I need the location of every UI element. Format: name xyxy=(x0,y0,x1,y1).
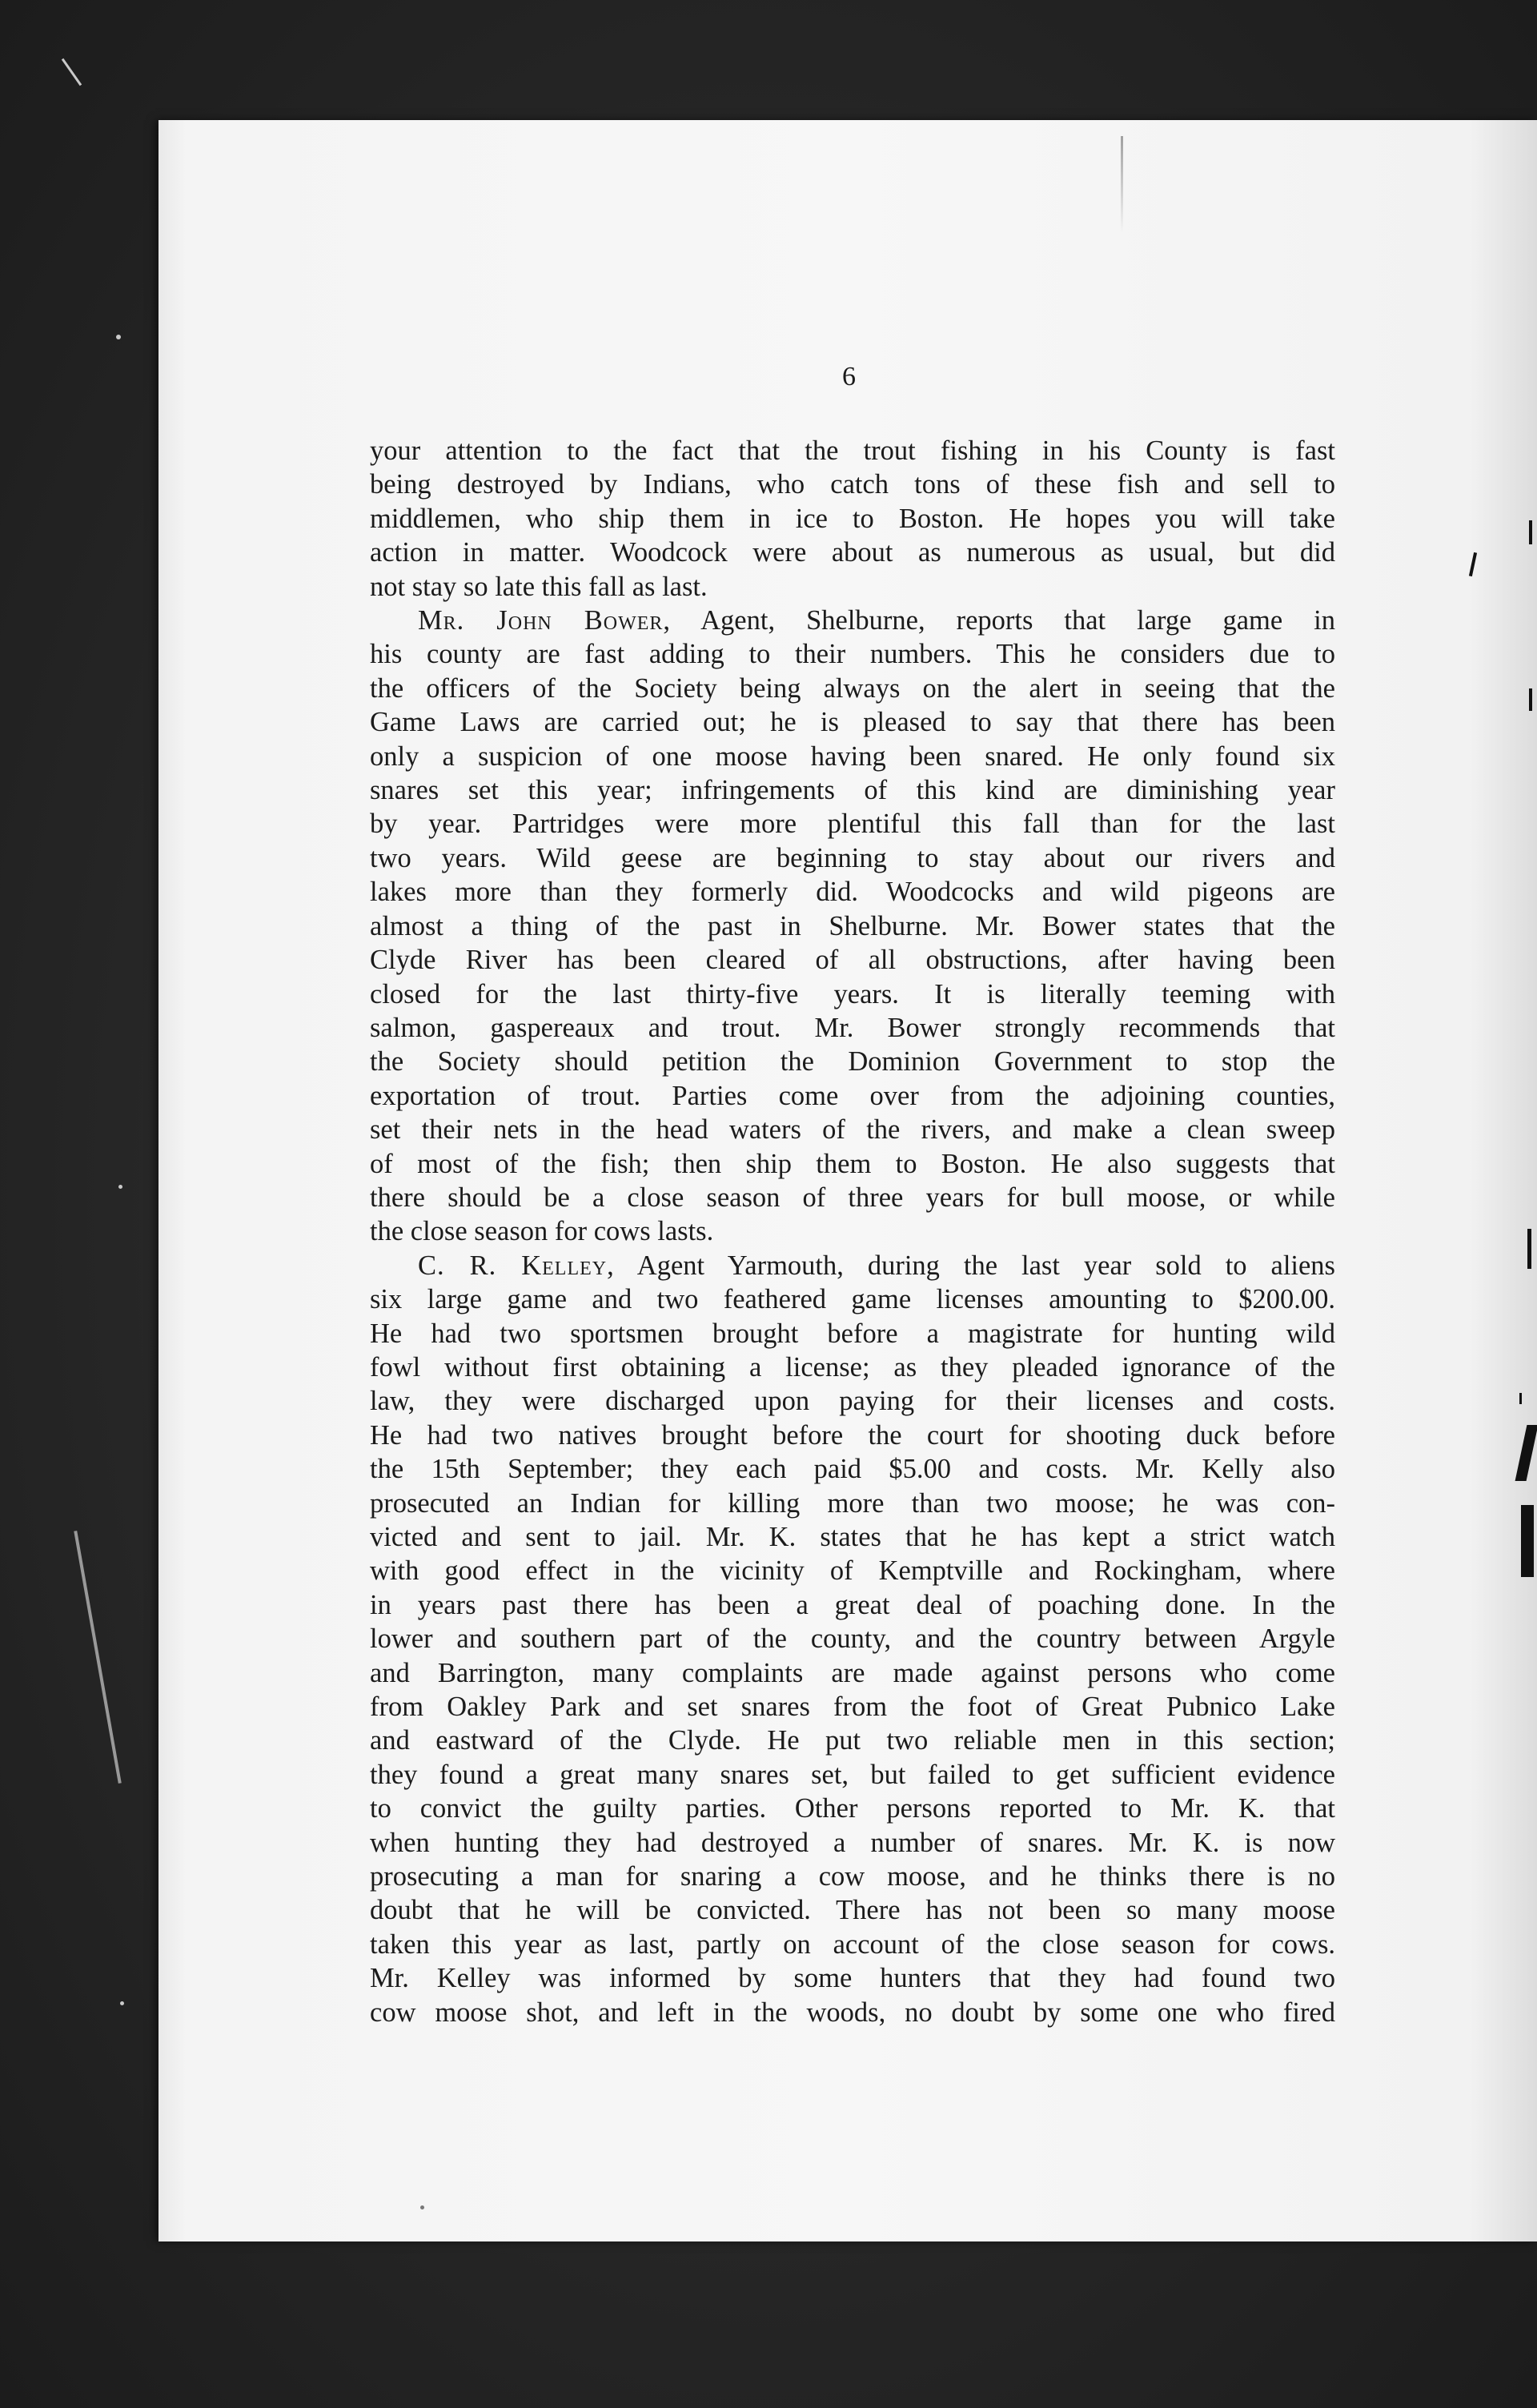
text-line: and Barrington, many complaints are made against persons who come xyxy=(370,1657,1335,1688)
paragraph-2 xyxy=(370,604,1335,1249)
paragraph-3 xyxy=(370,1249,1335,2029)
text-line xyxy=(370,1249,1335,1282)
text-line: being destroyed by Indians, who catch tons of these fish and sell to xyxy=(370,469,1335,500)
text-line: by year. Partridges were more plentiful this fall than for the last xyxy=(370,809,1335,840)
margin-mark xyxy=(1527,1229,1531,1269)
text-line xyxy=(370,604,1335,637)
text-line: with good effect in the vicinity of Kemptville and Rockingham, where xyxy=(370,1555,1335,1587)
text-line: prosecuting a man for snaring a cow moose, and he thinks there is no xyxy=(370,1861,1335,1892)
text-line: from Oakley Park and set snares from the foot of Great Pubnico Lake xyxy=(370,1692,1335,1723)
paragraph-1 xyxy=(370,434,1335,604)
margin-mark xyxy=(1519,1393,1522,1404)
text-line: set their nets in the head waters of the rivers, and make a clean sweep xyxy=(370,1114,1335,1146)
text-line: victed and sent to jail. Mr. K. states that he has kept a strict watch xyxy=(370,1522,1335,1552)
text-line: the Society should petition the Dominion Government to stop the xyxy=(370,1046,1335,1078)
text-line: to convict the guilty parties. Other persons reported to Mr. K. that xyxy=(370,1793,1335,1824)
text-line: two years. Wild geese are beginning to stay about our rivers and xyxy=(370,842,1335,873)
scan-speck xyxy=(116,335,121,339)
text-line: only a suspicion of one moose having been snared. He only found six xyxy=(370,740,1335,772)
margin-mark xyxy=(1529,688,1532,711)
speaker-name: C. R. Kelley, xyxy=(418,1250,615,1281)
paper-crease xyxy=(1121,136,1123,232)
scan-speck xyxy=(118,1185,122,1189)
text-line: law, they were discharged upon paying for their licenses and costs. xyxy=(370,1386,1335,1417)
text-line: closed for the last thirty-five years. It is literally teeming with xyxy=(370,978,1335,1009)
text-line: Mr. Kelley was informed by some hunters that they had found two xyxy=(370,1963,1335,1994)
text-line: they found a great many snares set, but failed to get sufficient evidence xyxy=(370,1759,1335,1790)
text-line: snares set this year; infringements of this kind are diminishing year xyxy=(370,775,1335,806)
text-line: lakes more than they formerly did. Woodcocks and wild pigeons are xyxy=(370,877,1335,908)
text-line: Clyde River has been cleared of all obstructions, after having been xyxy=(370,945,1335,976)
text-line: almost a thing of the past in Shelburne. Mr. Bower states that the xyxy=(370,910,1335,941)
text-line: prosecuted an Indian for killing more than two moose; he was con- xyxy=(370,1487,1335,1519)
text-line: middlemen, who ship them in ice to Boston. He hopes you will take xyxy=(370,503,1335,534)
text-fragment: Agent Yarmouth, during the last year sold to aliens xyxy=(614,1250,1335,1281)
text-line: lower and southern part of the county, and the country between Argyle xyxy=(370,1623,1335,1655)
text-line: taken this year as last, partly on account of the close season for cows. xyxy=(370,1928,1335,1960)
text-line: action in matter. Woodcock were about as numerous as usual, but did xyxy=(370,537,1335,568)
scan-speck xyxy=(120,2001,124,2005)
text-line: fowl without first obtaining a license; as they pleaded ignorance of the xyxy=(370,1351,1335,1383)
speaker-name: Mr. John Bower, xyxy=(418,605,672,636)
text-line: He had two sportsmen brought before a magistrate for hunting wild xyxy=(370,1318,1335,1349)
margin-mark xyxy=(1529,520,1532,544)
text-line: the 15th September; they each paid $5.00 and costs. Mr. Kelly also xyxy=(370,1454,1335,1485)
text-line: his county are fast adding to their numbers. This he considers due to xyxy=(370,639,1335,670)
text-line: of most of the fish; then ship them to Boston. He also suggests that xyxy=(370,1148,1335,1179)
text-line: doubt that he will be convicted. There has not been so many moose xyxy=(370,1895,1335,1926)
text-line: not stay so late this fall as last. xyxy=(370,571,708,602)
text-line: when hunting they had destroyed a number of snares. Mr. K. is now xyxy=(370,1827,1335,1858)
text-line: in years past there has been a great deal of poaching done. In the xyxy=(370,1589,1335,1620)
text-line: He had two natives brought before the court for shooting duck before xyxy=(370,1419,1335,1451)
text-line: and eastward of the Clyde. He put two reliable men in this section; xyxy=(370,1725,1335,1756)
margin-mark xyxy=(1521,1505,1534,1577)
page-number: 6 xyxy=(842,362,856,391)
text-fragment: Agent, Shelburne, reports that large game in xyxy=(671,605,1335,636)
text-line: the close season for cows lasts. xyxy=(370,1216,714,1247)
text-line: six large game and two feathered game licenses amounting to $200.00. xyxy=(370,1284,1335,1315)
text-line: exportation of trout. Parties come over from the adjoining counties, xyxy=(370,1080,1335,1111)
text-line: your attention to the fact that the trout fishing in his County is fast xyxy=(370,435,1335,466)
body-text xyxy=(370,434,1335,2029)
text-line: the officers of the Society being always on the alert in seeing that the xyxy=(370,672,1335,704)
margin-mark xyxy=(420,2205,424,2209)
text-line: salmon, gaspereaux and trout. Mr. Bower strongly recommends that xyxy=(370,1012,1335,1043)
text-line: cow moose shot, and left in the woods, no doubt by some one who fired xyxy=(370,1997,1335,2028)
text-line: Game Laws are carried out; he is pleased to say that there has been xyxy=(370,707,1335,738)
text-line: there should be a close season of three years for bull moose, or while xyxy=(370,1182,1335,1213)
